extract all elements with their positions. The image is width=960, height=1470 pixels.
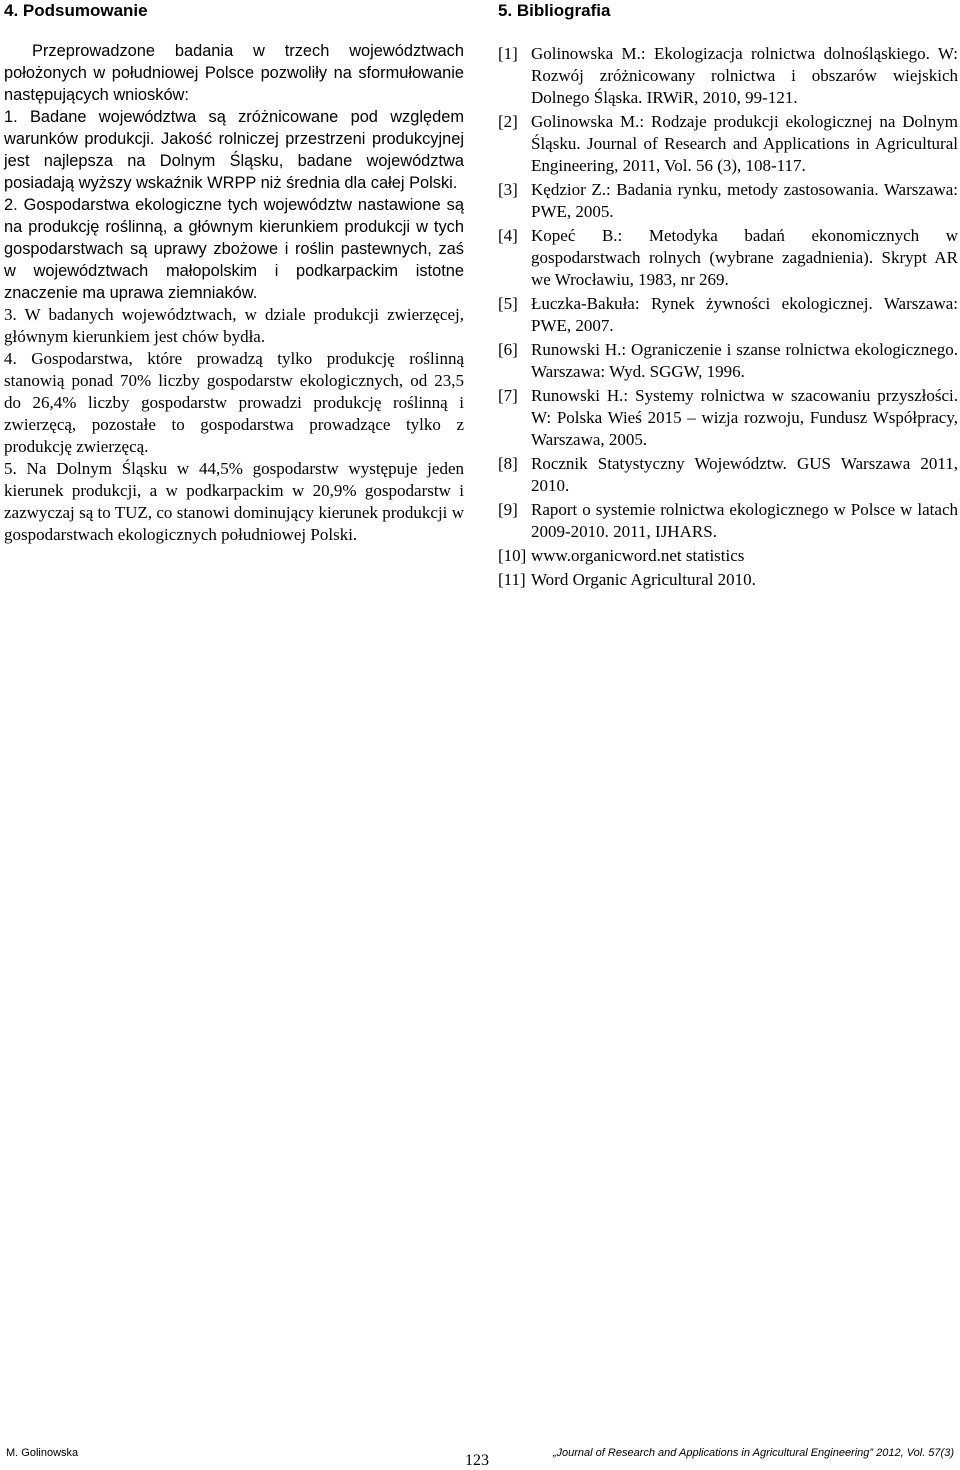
reference-text: Rocznik Statystyczny Województw. GUS Warszawa 2011, 2010.: [531, 454, 958, 495]
reference-text: Kędzior Z.: Badania rynku, metody zastosowania. Warszawa: PWE, 2005.: [531, 180, 958, 221]
reference-text: Runowski H.: Ograniczenie i szanse rolnictwa ekologicznego. Warszawa: Wyd. SGGW, 1996.: [531, 340, 958, 381]
reference-number: [8]: [498, 454, 518, 473]
reference-number: [6]: [498, 340, 518, 359]
reference-item: [498, 453, 958, 497]
reference-item: [498, 225, 958, 291]
reference-item: [498, 339, 958, 383]
reference-number: [9]: [498, 500, 518, 519]
reference-number: [1]: [498, 44, 518, 63]
summary-intro: Przeprowadzone badania w trzech województwach położonych w południowej Polsce pozwoliły na sformułowanie następujących wniosków:: [4, 42, 464, 104]
conclusion-3: 3. W badanych województwach, w dziale produkcji zwierzęcej, głównym kierunkiem jest chów bydła.: [4, 305, 464, 346]
reference-item: [498, 499, 958, 543]
reference-text: Word Organic Agricultural 2010.: [531, 570, 756, 589]
section-heading-summary: 4. Podsumowanie: [4, 1, 148, 20]
conclusion-1: 1. Badane województwa są zróżnicowane pod względem warunków produkcji. Jakość rolniczej przestrzeni produkcyjnej jest najlepsza na Dolnym Śląsku, badane województwa posiadają wyższy wskaźnik WRPP niż średnia dla całej Polski.: [4, 108, 464, 192]
section-heading-bibliography: 5. Bibliografia: [498, 1, 611, 20]
reference-number: [10]: [498, 546, 527, 565]
footer-author: M. Golinowska: [6, 1447, 79, 1459]
reference-number: [7]: [498, 386, 518, 405]
page-number: 123: [465, 1452, 489, 1469]
conclusion-2: 2. Gospodarstwa ekologiczne tych województw nastawione są na produkcję roślinną, a głównym kierunkiem produkcji w tych gospodarstwach są uprawy zbożowe i roślin pastewnych, zaś w województwach małopolskim i podkarpackim istotne znaczenie ma uprawa ziemniaków.: [4, 196, 464, 302]
reference-text: Raport o systemie rolnictwa ekologicznego w Polsce w latach 2009-2010. 2011, IJHARS.: [531, 500, 958, 541]
reference-number: [3]: [498, 180, 518, 199]
reference-text: Runowski H.: Systemy rolnictwa w szacowaniu przyszłości. W: Polska Wieś 2015 – wizja rozwoju, Fundusz Współpracy, Warszawa, 2005.: [531, 386, 958, 449]
reference-item: [498, 545, 958, 567]
reference-item: [498, 111, 958, 177]
reference-number: [5]: [498, 294, 518, 313]
left-column: [4, 0, 464, 546]
reference-item: [498, 569, 958, 591]
page-footer: [0, 1447, 960, 1467]
conclusion-5: 5. Na Dolnym Śląsku w 44,5% gospodarstw występuje jeden kierunek produkcji, a w podkarpackim w 20,9% gospodarstw i zazwyczaj są to TUZ, co stanowi dominujący kierunek produkcji w gospodarstwach ekologicznych południowej Polski.: [4, 459, 464, 544]
reference-list: [498, 43, 958, 591]
right-column: [498, 0, 958, 593]
reference-text: Kopeć B.: Metodyka badań ekonomicznych w gospodarstwach rolnych (wybrane zagadnienia). Skrypt AR we Wrocławiu, 1983, nr 269.: [531, 226, 958, 289]
reference-number: [2]: [498, 112, 518, 131]
footer-journal: „Journal of Research and Applications in Agricultural Engineering” 2012, Vol. 57(3): [552, 1447, 954, 1459]
reference-number: [11]: [498, 570, 526, 589]
reference-text: Golinowska M.: Rodzaje produkcji ekologicznej na Dolnym Śląsku. Journal of Research and Applications in Agricultural Engineering, 2011, Vol. 56 (3), 108-117.: [531, 112, 958, 175]
reference-text: Golinowska M.: Ekologizacja rolnictwa dolnośląskiego. W: Rozwój zróżnicowany rolnictwa i obszarów wiejskich Dolnego Śląska. IRWiR, 2010, 99-121.: [531, 44, 958, 107]
reference-number: [4]: [498, 226, 518, 245]
conclusion-4: 4. Gospodarstwa, które prowadzą tylko produkcję roślinną stanowią ponad 70% liczby gospodarstw ekologicznych, od 23,5 do 26,4% liczby gospodarstw prowadzi produkcję roślinną i zwierzęcą, pozostałe to gospodarstwa prowadzące tylko z produkcję zwierzęcą.: [4, 349, 464, 456]
reference-text: Łuczka-Bakuła: Rynek żywności ekologicznej. Warszawa: PWE, 2007.: [531, 294, 958, 335]
reference-item: [498, 179, 958, 223]
reference-item: [498, 385, 958, 451]
reference-item: [498, 43, 958, 109]
reference-text: www.organicword.net statistics: [531, 546, 745, 565]
reference-item: [498, 293, 958, 337]
